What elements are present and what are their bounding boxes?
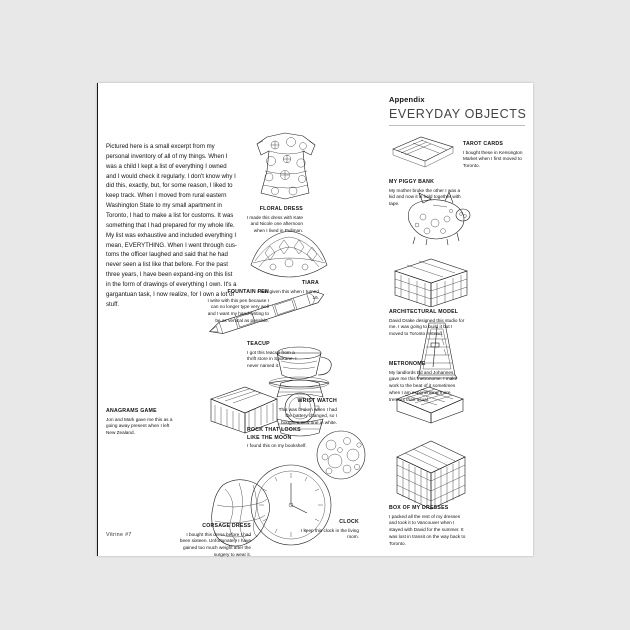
item-caption: I bought these in Kensington Market when I first moved to Toronto. — [463, 149, 523, 169]
title-divider — [389, 125, 525, 126]
page-footer: Vitrine #7 — [106, 532, 132, 538]
item-name: TIARA — [301, 280, 319, 286]
item-name: ANAGRAMS GAME — [106, 408, 157, 414]
illustration-architectural-model — [387, 253, 473, 307]
item-name: CLOCK — [339, 519, 359, 525]
item-name: BOX OF MY DRESSES — [389, 505, 449, 511]
item-caption: I packed all the rest of my dresses and took it to Vancouver when I stayed with David for the summer. It was lost in transit on the way back to Toronto. — [389, 513, 466, 546]
item-caption: David Drake designed this studio for me. I was going to build it but I moved to Toronto instead. — [389, 317, 465, 337]
label-wrist-watch — [275, 398, 337, 427]
label-fountain-pen — [203, 289, 269, 325]
label-tarot-cards — [463, 141, 525, 170]
item-caption: I made this dress with Kate and Nicole one afternoon when I lived in Pullman. — [246, 214, 303, 234]
item-caption: My landlords Ed and Johannes gave me this metronome. I make work to the beat of it sometimes when I am experiencing more tremors than usual. — [389, 369, 458, 402]
label-architectural-model — [389, 309, 467, 338]
item-caption: I keep this clock in the living room. — [300, 527, 359, 540]
item-caption: I bought this dress before I had been sixteen. Unfortunately I have gained too much weight after the surgery to wear it. — [179, 531, 251, 557]
item-name: FLORAL DRESS — [259, 206, 303, 212]
item-name: WRIST WATCH — [297, 398, 337, 404]
item-name: MY PIGGY BANK — [389, 179, 435, 185]
item-name: CORSAGE DRESS — [202, 523, 251, 529]
illustration-tarot-cards — [387, 133, 459, 173]
item-caption: I write with this pen because I can no longer type very well and I want my hand-writing to be as vertical as possible. — [207, 297, 269, 323]
illustration-box-of-dresses — [387, 435, 473, 513]
appendix-label: Appendix — [389, 95, 425, 104]
item-caption: I got this teacup from a thrift store in Spokane. I never named it. — [247, 349, 297, 369]
label-moon-rock — [247, 427, 307, 450]
label-metronome — [389, 361, 461, 404]
item-caption: I was given this when I turned 16. — [257, 288, 319, 301]
label-anagrams-game — [106, 408, 176, 437]
item-name: METRONOME — [389, 361, 426, 367]
item-name: ROCK THAT LOOKS LIKE THE MOON — [247, 427, 301, 441]
label-box-of-dresses — [389, 505, 469, 548]
document-page — [97, 83, 533, 556]
vertical-rule — [97, 83, 98, 556]
item-caption: Jon and Mark gave me this as a going away present when I left New Zealand. — [106, 416, 173, 436]
label-clock — [297, 519, 359, 541]
item-name: ARCHITECTURAL MODEL — [389, 309, 459, 315]
item-caption: My mother broke the other I was a kid and now it is held together with tape. — [389, 187, 461, 207]
item-caption: I found this on my bookshelf. — [247, 443, 307, 449]
item-name: FOUNTAIN PEN — [227, 289, 269, 295]
label-corsage-dress — [179, 523, 251, 559]
label-floral-dress — [241, 206, 303, 235]
page-title: EVERYDAY OBJECTS — [389, 107, 527, 121]
label-piggy-bank — [389, 179, 461, 208]
label-teacup — [247, 341, 299, 370]
item-name: TAROT CARDS — [463, 141, 504, 147]
item-caption: This was broken when I had the battery changed, so I bought a new one in white. — [278, 406, 337, 426]
intro-paragraph: Pictured here is a small excerpt from my personal inventory of all of my things. When I was a child I kept a list of everything I owned and I would check it regularly. I don't know why I did this, exactly, but, for some reason, I liked to keep track. When I moved from rural eastern Washington State to my small apartment in Toronto, I had to make a list for customs. It was something that I had prepared for my whole life. My list was exhaustive and included everything I mean, EVERYTHING. When I went through cus-toms the officer laughed and said that he had never seen a list like that before. For the past three years, I have been expand-ing on this list in the form of drawings of everything I own. It's a gargantuan task, I now realize, for I own a lot of stuff. — [106, 143, 237, 308]
illustration-floral-dress — [245, 131, 333, 203]
item-name: TEACUP — [247, 341, 270, 347]
